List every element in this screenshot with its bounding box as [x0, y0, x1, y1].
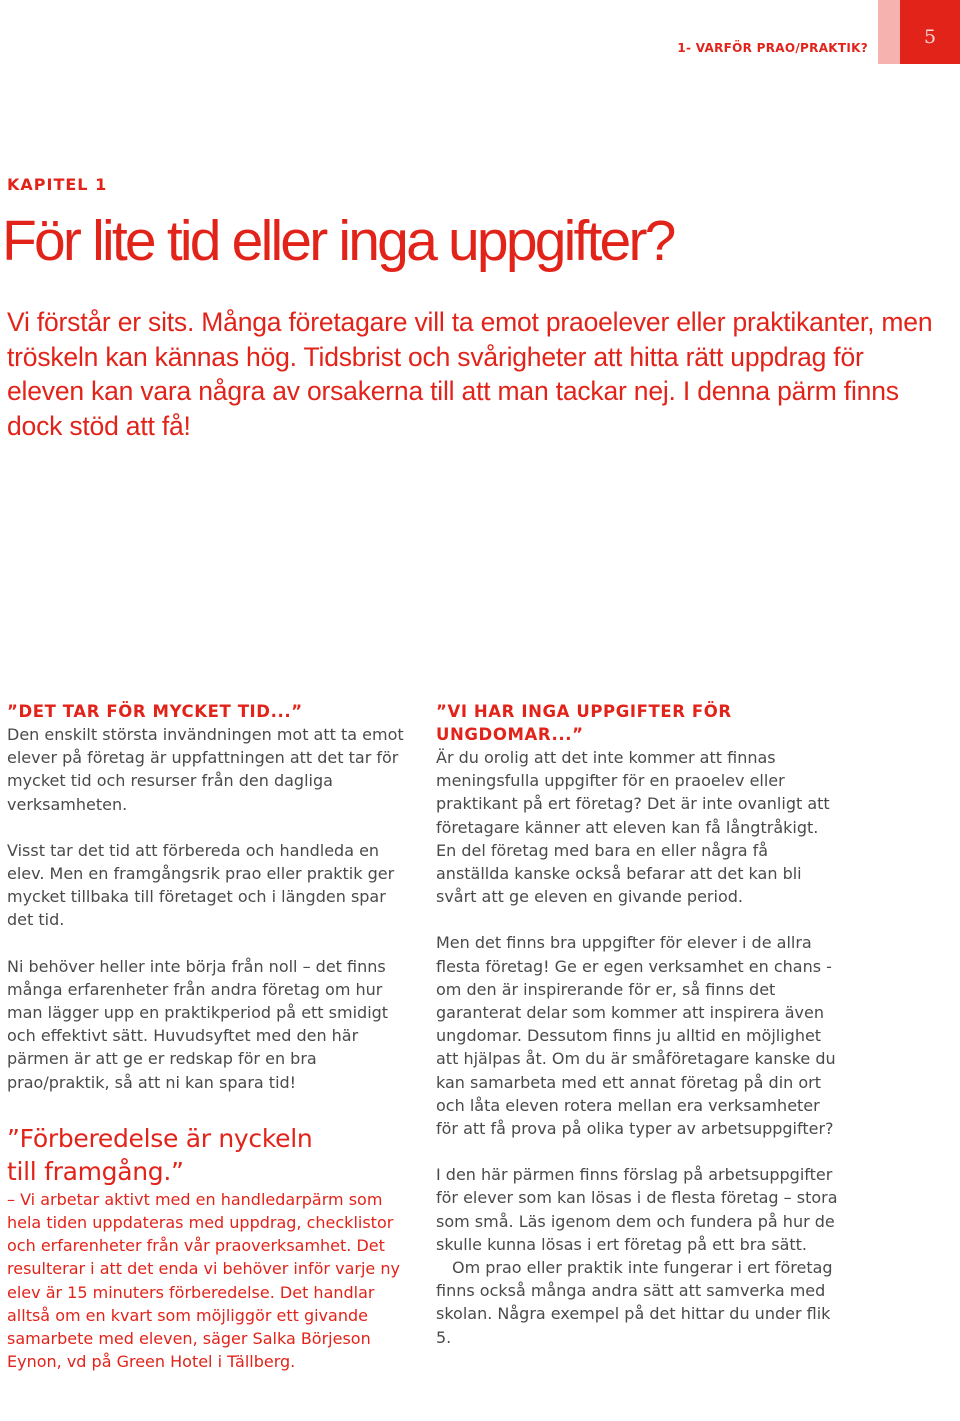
- left-paragraph-1: Den enskilt största invändningen mot att ta emot elever på företag är uppfattningen att det tar för mycket tid och resurser från den dagliga verksamheten.: [7, 725, 404, 814]
- right-paragraph-1: Är du orolig att det inte kommer att finnas meningsfulla uppgifter för en praoelev eller praktikant på ert företag? Det är inte ovanligt att företagare känner att eleven kan få långtråkigt. En del företag med bara en eller några få anställda kanske också befarar att det kan bli svårt att ge eleven en givande period.: [436, 748, 830, 907]
- pull-quote-line-1: ”Förberedelse är nyckeln: [7, 1123, 313, 1153]
- left-column-heading: ”DET TAR FÖR MYCKET TID...”: [7, 702, 303, 721]
- chapter-label: KAPITEL 1: [7, 175, 108, 194]
- right-column: [436, 700, 840, 1349]
- page-number: 5: [923, 26, 937, 48]
- pull-quote: [7, 1122, 407, 1188]
- right-paragraph-2: Men det finns bra uppgifter för elever i de allra flesta företag! Ge er egen verksamhet en chans - om den är inspirerande för er, så finns det garanterat delar som kommer att inspirera även ungdomar. Dessutom finns ju alltid en möjlighet att hjälpas åt. Om du är småföretagare kanske du kan samarbeta med ett annat företag på din ort och låta eleven rotera mellan era verksamheter för att få prova på olika typer av arbetsuppgifter?: [436, 933, 836, 1139]
- pull-quote-line-2: till framgång.”: [7, 1156, 184, 1186]
- right-paragraph-3: I den här pärmen finns förslag på arbetsuppgifter för elever som kan lösas i de flesta företag – stora som små. Läs igenom dem och fundera på hur de skulle kunna lösas i ert företag på ett bra sätt.: [436, 1165, 838, 1254]
- page-title: För lite tid eller inga uppgifter?: [2, 209, 674, 273]
- page-tab-light-block: [878, 0, 900, 64]
- intro-paragraph: Vi förstår er sits. Många företagare vill ta emot praoelever eller praktikanter, men tröskeln kan kännas hög. Tidsbrist och svårigheter att hitta rätt uppdrag för eleven kan vara några av orsakerna till att man tackar nej. I denna pärm finns dock stöd att få!: [7, 307, 933, 441]
- quote-body: – Vi arbetar aktivt med en handledarpärm som hela tiden uppdateras med uppdrag, checklistor och erfarenheter från vår praoverksamhet. Det resulterar i att det enda vi behöver inför varje ny elev är 15 minuters förberedelse. Det handlar alltså om en kvart som möjliggör ett givande samarbete med eleven, säger Salka Börjeson Eynon, vd på Green Hotel i Tällberg.: [7, 1189, 400, 1372]
- right-column-heading: ”VI HAR INGA UPPGIFTER FÖR UNGDOMAR...”: [436, 702, 732, 744]
- running-head: 1- VARFÖR PRAO/PRAKTIK?: [677, 41, 868, 55]
- right-paragraph-4: Om prao eller praktik inte fungerar i ert företag finns också många andra sätt att samverka med skolan. Några exempel på det hittar du under flik 5.: [436, 1258, 833, 1347]
- left-paragraph-2: Visst tar det tid att förbereda och handleda en elev. Men en framgångsrik prao eller praktik ger mycket tillbaka till företaget och i längden spar det tid.: [7, 840, 395, 930]
- left-column: [7, 700, 407, 1373]
- page-tab: [878, 0, 960, 64]
- left-paragraph-3: Ni behöver heller inte börja från noll – det finns många erfarenheter från andra företag om hur man lägger upp en praktikperiod på ett smidigt och effektivt sätt. Huvudsyftet med den här pärmen är att ge er redskap för en bra prao/praktik, så att ni kan spara tid!: [7, 956, 389, 1092]
